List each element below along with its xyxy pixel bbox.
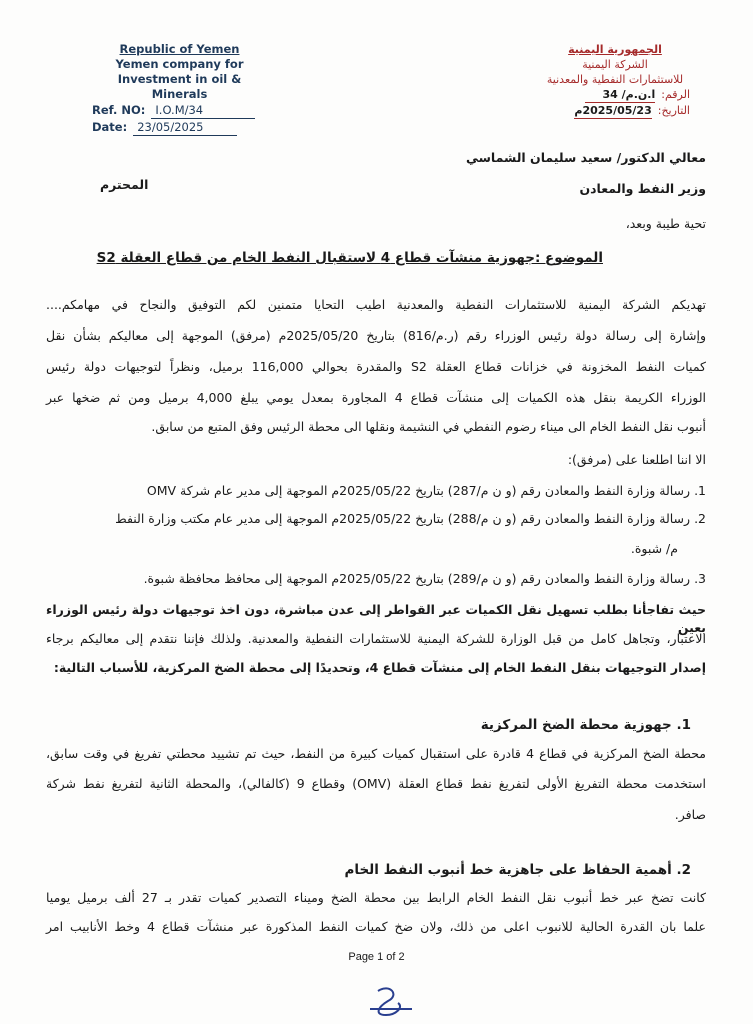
- ar-ref-value: ا.ن.م/ 34: [585, 87, 655, 103]
- section2-line: كانت تضخ عبر خط أنبوب نقل النفط الخام الرابط بين محطة الضخ وميناء التصدير كميات تقدر بـ 27 ألف برميل يوميا: [46, 890, 706, 905]
- ref-value: I.O.M/34: [151, 103, 255, 119]
- attachment-item: [46, 482, 706, 500]
- attachment-num: 2.: [694, 511, 706, 526]
- ar-date-value: 2025/05/23م: [574, 104, 652, 117]
- ar-line-3: للاستثمارات النفطية والمعدنية: [546, 73, 684, 86]
- header-english: [92, 42, 267, 136]
- attachment-text: رسالة وزارة النفط والمعادن رقم (و ن م/289) بتاريخ 2025/05/22م الموجهة إلى محافظ محافظة شبوة.: [143, 571, 691, 586]
- request-line: حيث تفاجأنا بطلب تسهيل نقل الكميات عبر القواطر إلى عدن مباشرة، دون اخذ توجيهات دولة رئيس الوزراء بعين: [46, 602, 706, 635]
- intro-line: وإشارة إلى رسالة دولة رئيس الوزراء رقم (ر.م/816) بتاريخ 2025/05/20م (مرفق) الموجهة إلى معاليكم بشأن نقل: [46, 328, 707, 343]
- attachment-item: [46, 570, 706, 588]
- attachment-text: رسالة وزارة النفط والمعادن رقم (و ن م/288) بتاريخ 2025/05/22م الموجهة إلى مدير عام مكتب وزارة النفط: [115, 511, 691, 526]
- signature-mark: [360, 985, 420, 1021]
- section2-num: 2.: [676, 862, 691, 878]
- intro-line: كميات النفط المخزونة في خزانات قطاع العقلة S2 والمقدرة بحوالي 116,000 برميل، ونظراً لتوجيهات دولة رئيس: [46, 359, 707, 374]
- ar-date-label: التاريخ:: [657, 104, 690, 117]
- date-value: 23/05/2025: [133, 120, 237, 136]
- section2-title: أهمية الحفاظ على جاهزية خط أنبوب النفط الخام: [344, 862, 672, 878]
- request-line: الاعتبار، وتجاهل كامل من قبل الوزارة للشركة اليمنية للاستثمارات النفطية والمعدنية. ولذلك فإننا نتقدم إلى معاليكم برجاء: [46, 631, 706, 646]
- logo-wordmark: [335, 58, 455, 106]
- intro-line: الوزراء الكريمة بنقل هذه الكميات إلى منشآت قطاع 4 المجاورة بمعدل يومي يبلغ 4,000 برميل ومن ثم ضخها عبر: [46, 390, 706, 405]
- org-line-1: Republic of Yemen: [119, 42, 240, 56]
- attachment-cont: م/ شبوة.: [630, 541, 678, 556]
- ar-date-row: [540, 103, 690, 119]
- page-number: Page 1 of 2: [348, 951, 405, 963]
- ref-row: [92, 103, 267, 119]
- request-line: إصدار التوجيهات بنقل النفط الخام إلى منشآت قطاع 4، وتحديدًا إلى محطة الضخ المركزية، للأسباب التالية:: [53, 660, 706, 675]
- ar-line-1: الجمهورية اليمنية: [568, 43, 662, 56]
- attachment-num: 3.: [694, 571, 706, 586]
- org-line-3: Investment in oil & Minerals: [117, 72, 242, 101]
- attachment-item: [46, 510, 706, 528]
- intro-line: أنبوب نقل النفط الخام الى ميناء رضوم النفطي في النشيمة ونقلها الى محطة الرئيس وفق المتبع من سابق.: [151, 419, 706, 434]
- ar-ref-row: [540, 87, 690, 103]
- addressee-title: وزير النفط والمعادن: [579, 181, 706, 196]
- subject-line: الموضوع :جهوزية منشآت قطاع 4 لاستقبال النفط الخام من قطاع العقلة S2: [96, 250, 603, 266]
- company-logo: [335, 58, 455, 106]
- ar-line-2: الشركة اليمنية: [582, 58, 648, 71]
- attachment-num: 1.: [694, 483, 706, 498]
- section1-heading: [481, 716, 691, 734]
- section1-line: صافر.: [674, 807, 706, 822]
- date-row: [92, 120, 267, 136]
- org-line-2: Yemen company for: [115, 57, 244, 71]
- attachment-text: رسالة وزارة النفط والمعادن رقم (و ن م/287) بتاريخ 2025/05/22م الموجهة إلى مدير عام شركة OMV: [146, 483, 691, 498]
- ar-ref-label: الرقم:: [661, 88, 690, 101]
- section2-heading: [344, 861, 691, 879]
- ref-label: Ref. NO:: [92, 103, 146, 117]
- greeting: تحية طيبة وبعد،: [625, 216, 706, 231]
- section1-title: جهوزية محطة الضخ المركزية: [480, 717, 672, 733]
- date-label: Date:: [92, 120, 128, 134]
- attach-intro: الا اننا اطلعنا على (مرفق):: [567, 452, 706, 467]
- section1-line: استخدمت محطة التفريغ الأولى لتفريغ نفط قطاع العقلة (OMV) وقطاع 9 (كالفالي)، والمحطة الثانية لتفريغ نفط شركة: [46, 776, 707, 791]
- honorific: المحترم: [100, 177, 149, 192]
- addressee-name: معالي الدكتور/ سعيد سليمان الشماسي: [465, 150, 706, 165]
- section1-line: محطة الضخ المركزية في قطاع 4 قادرة على استقبال كميات كبيرة من النفط، حيث تم تشييد محطتي تفريغ في وقت سابق،: [46, 746, 706, 761]
- section2-line: علما بان القدرة الحالية للانبوب اعلى من ذلك، ولان ضخ كميات النفط المذكورة عبر منشآت قطاع 4 وخط الأنابيب امر: [46, 919, 706, 934]
- section1-num: 1.: [676, 717, 691, 733]
- intro-line: تهديكم الشركة اليمنية للاستثمارات النفطية والمعدنية اطيب التحايا متمنين لكم التوفيق والنجاح في مهامكم....: [46, 297, 706, 312]
- header-arabic: [540, 42, 690, 119]
